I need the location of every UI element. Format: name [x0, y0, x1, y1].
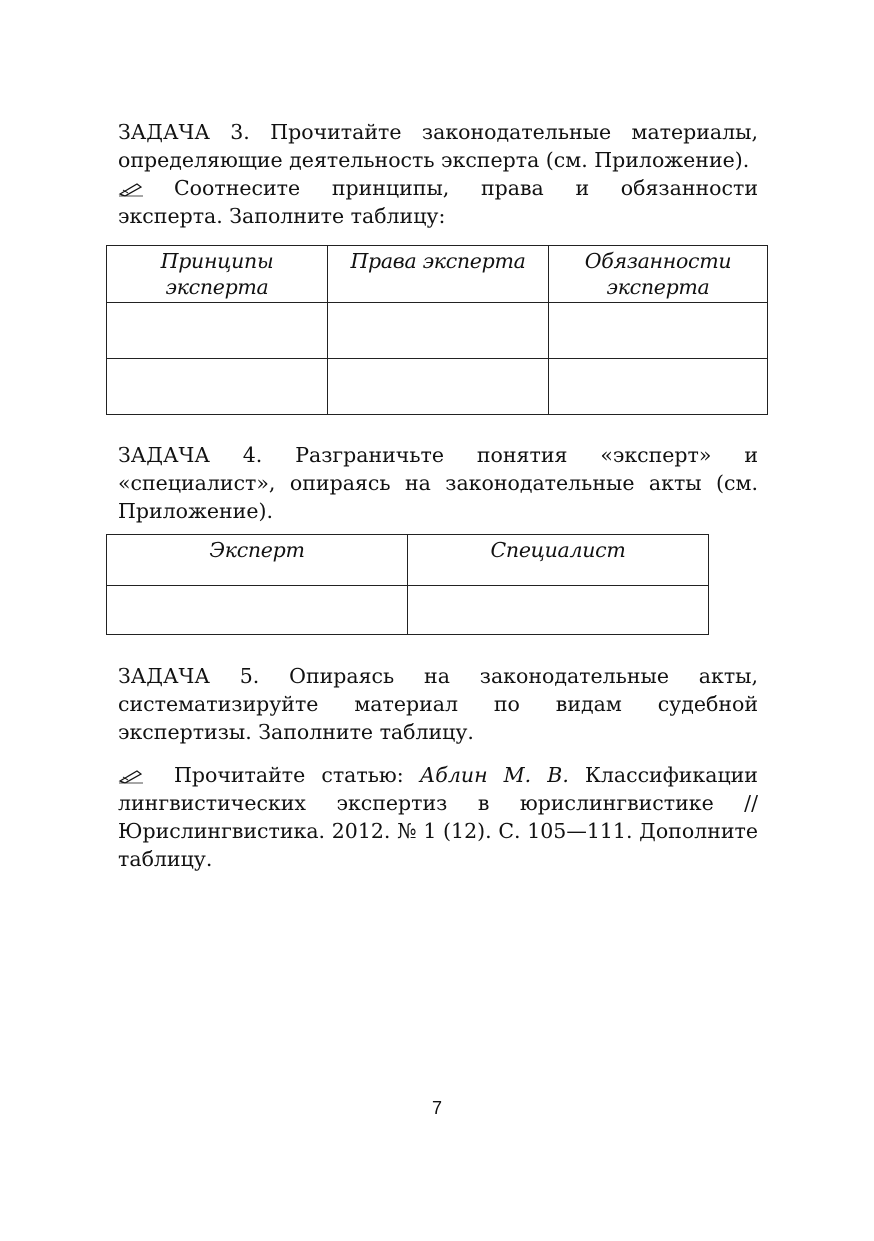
header-rights: Права эксперта — [328, 246, 549, 303]
header-principles: Принципы эксперта — [107, 246, 328, 303]
writing-hand-icon — [118, 768, 144, 784]
task-5-paragraph — [118, 662, 758, 746]
task-4-heading: ЗАДАЧА 4. — [118, 443, 263, 467]
task-3-paragraph — [118, 118, 758, 174]
task-3-heading: ЗАДАЧА 3. — [118, 120, 250, 144]
principles-rights-duties-table — [106, 245, 768, 415]
task-3-block — [118, 118, 758, 230]
table-row — [107, 303, 768, 359]
task-4-paragraph — [118, 441, 758, 525]
task-3-instruction-text: Соотнесите принципы, права и обязанности эксперта. Заполните таблицу: — [118, 176, 758, 228]
table-cell[interactable] — [107, 586, 408, 635]
task-5-block — [118, 662, 758, 746]
table-cell[interactable] — [549, 303, 768, 359]
table-cell[interactable] — [107, 303, 328, 359]
page-number: 7 — [431, 1098, 442, 1118]
header-expert: Эксперт — [107, 535, 408, 586]
expert-specialist-table — [106, 534, 709, 635]
table-header-row — [107, 246, 768, 303]
reading-paragraph — [118, 761, 758, 873]
table-cell[interactable] — [328, 303, 549, 359]
table-cell[interactable] — [107, 359, 328, 415]
table-cell[interactable] — [408, 586, 709, 635]
task-4-block — [118, 441, 758, 525]
table-cell[interactable] — [328, 359, 549, 415]
header-duties: Обязанности эксперта — [549, 246, 768, 303]
table-row — [107, 359, 768, 415]
reading-assignment — [118, 761, 758, 873]
table-cell[interactable] — [549, 359, 768, 415]
task-4-text: Разграничьте понятия «эксперт» и «специалист», опираясь на законодательные акты (см. Приложение). — [118, 443, 758, 523]
task-3-text: Прочитайте законодательные материалы, определяющие деятельность эксперта (см. Приложение). — [118, 120, 758, 172]
reading-lead: Прочитайте статью: — [174, 763, 404, 787]
table-row — [107, 586, 709, 635]
article-author: Аблин М. В. — [419, 763, 569, 787]
task-3-instruction — [118, 174, 758, 230]
header-specialist: Специалист — [408, 535, 709, 586]
table-header-row — [107, 535, 709, 586]
task-5-text: Опираясь на законодательные акты, систематизируйте материал по видам судебной экспертизы. Заполните таблицу. — [118, 664, 759, 744]
article-citation: Классификации лингвистических экспертиз в юрислингвистике // Юрислингвистика. 2012. № 1 (12). С. 105—111. Дополните таблицу. — [118, 763, 758, 871]
task-5-heading: ЗАДАЧА 5. — [118, 664, 260, 688]
writing-hand-icon — [118, 181, 144, 197]
